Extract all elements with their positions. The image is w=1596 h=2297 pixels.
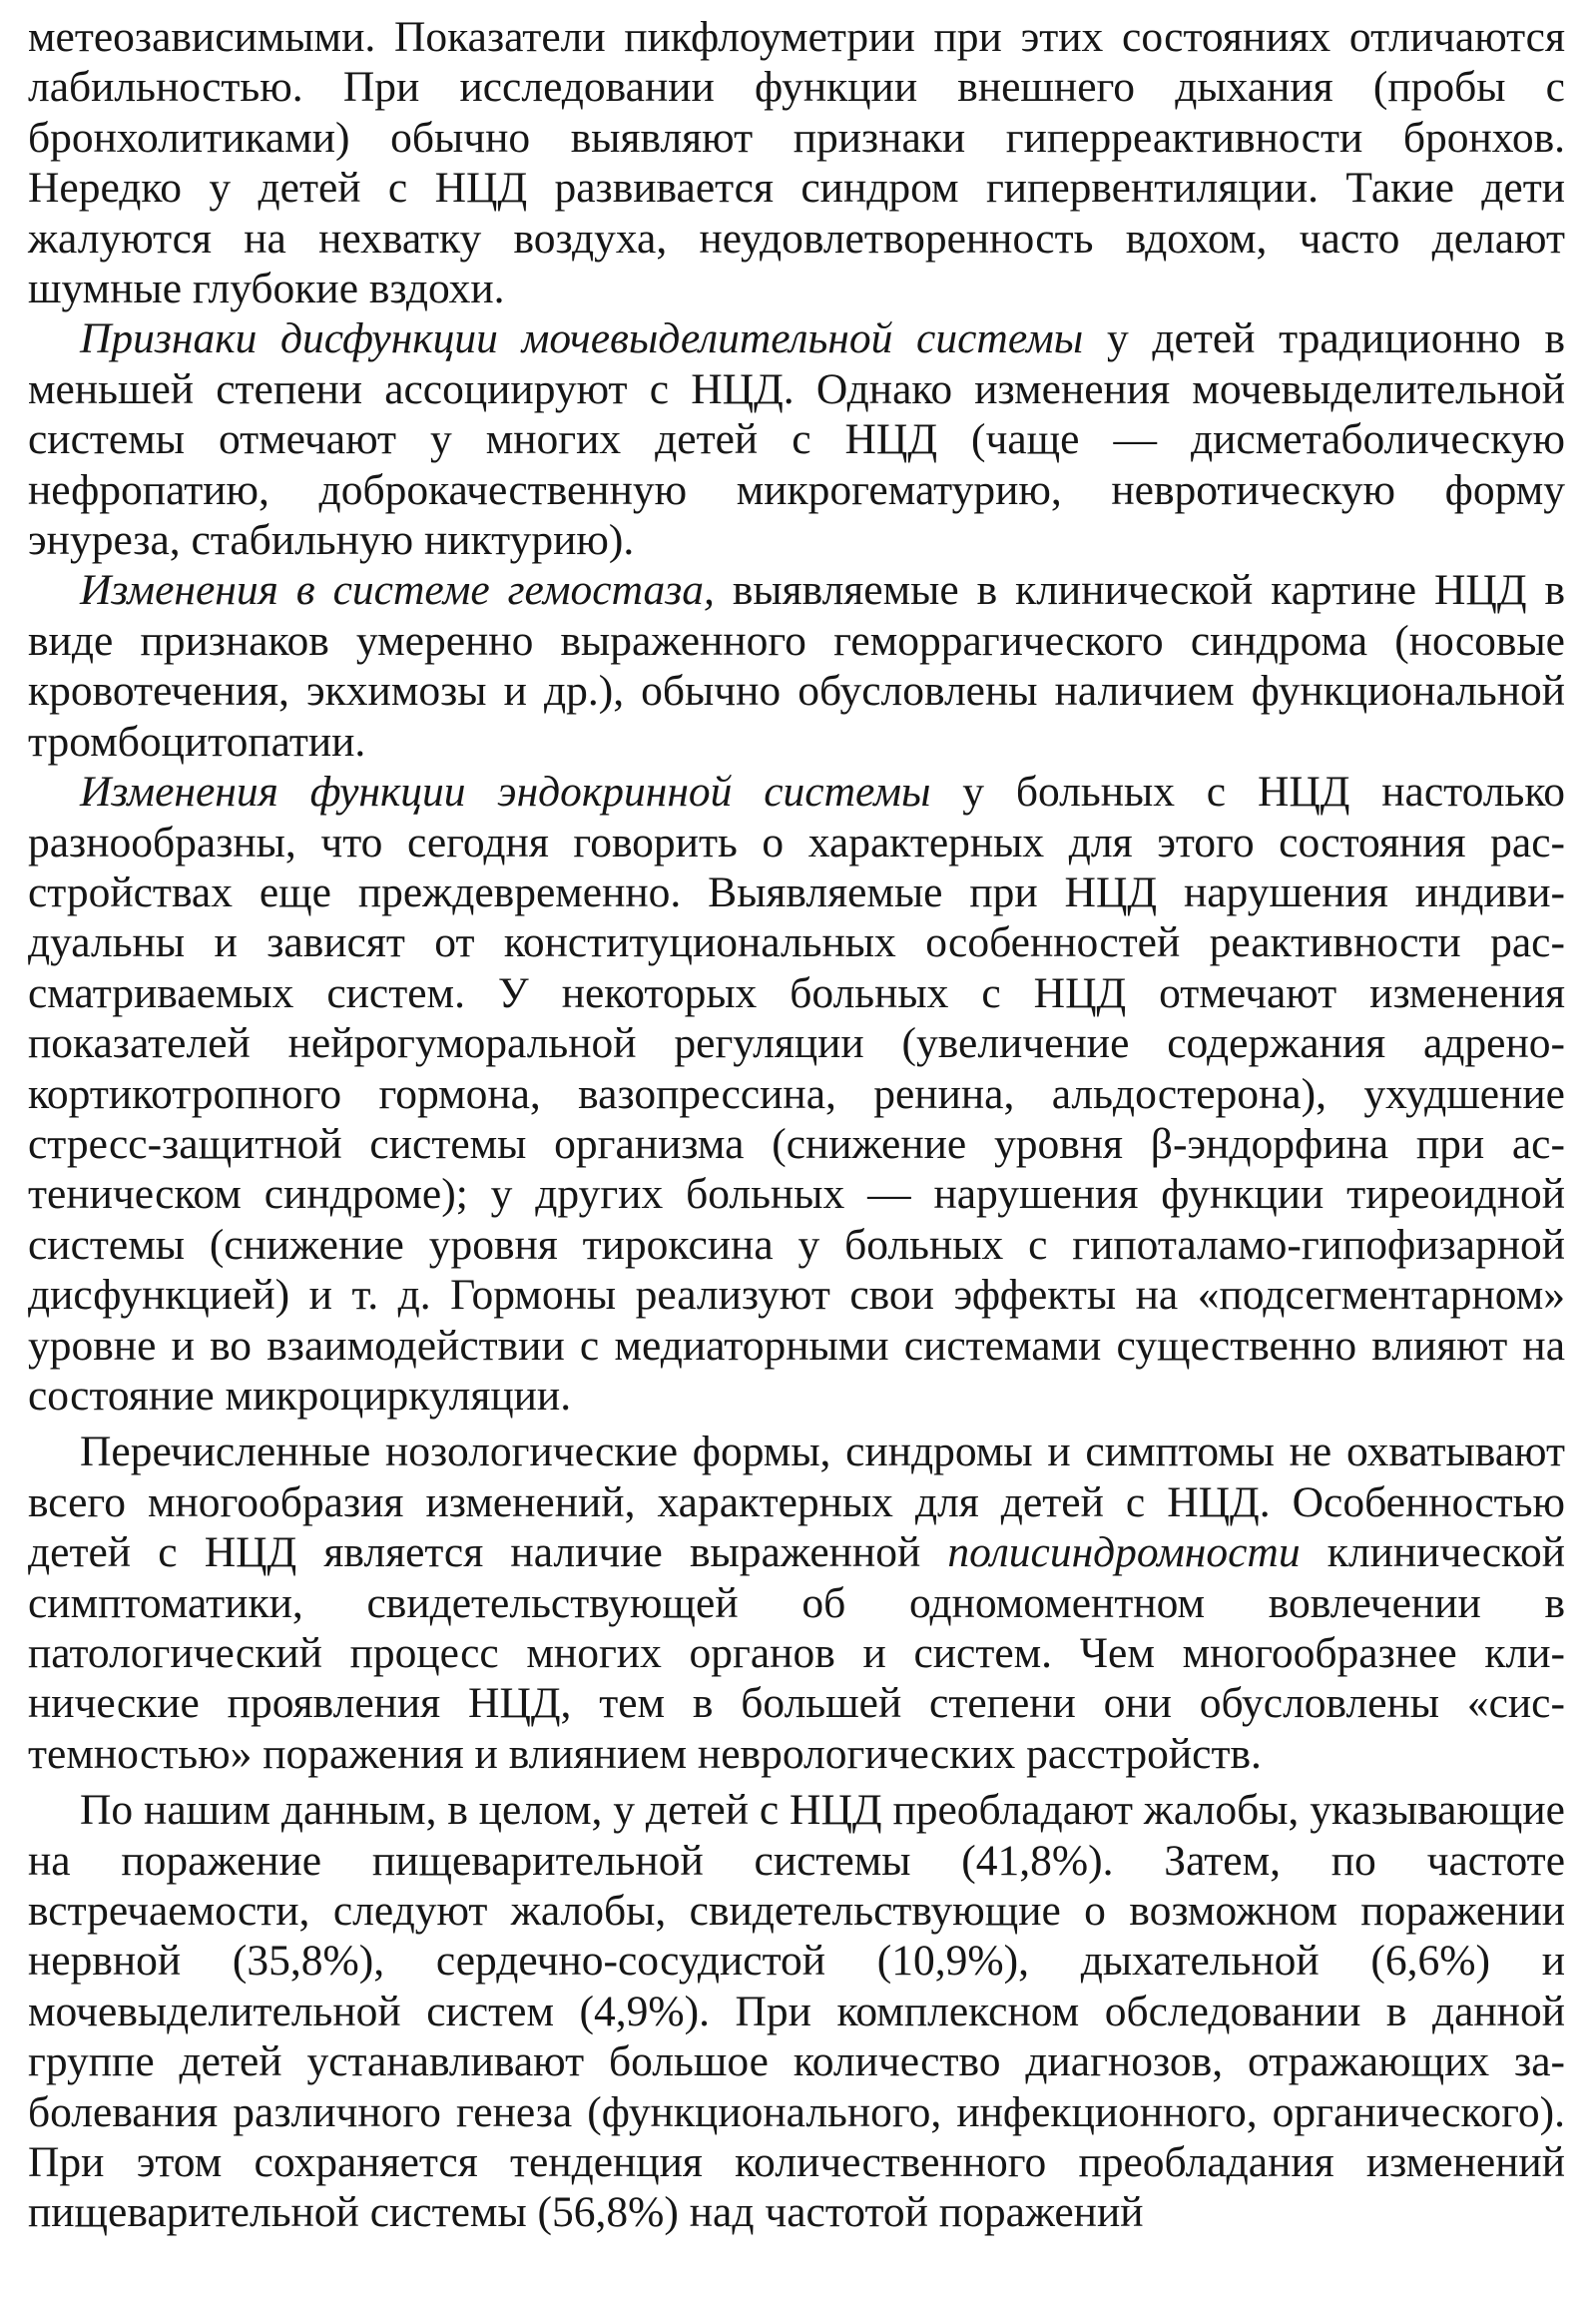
text-run: Перечисленные нозологические формы, синдромы и симптомы не охватывают всего многообразия изменений, характерных для детей с НЦД. Особенностью детей с НЦД является наличие выраженной (28, 1428, 1565, 1577)
text-run: у детей традиционно в меньшей степени ассоциируют с НЦД. Однако изменения мочевыделительной системы отмечают у многих детей с НЦД (чаще — дисметаболическую нефропатию, доброкачественную микрогематурию, невротическую форму энуреза, стабильную никтурию). (28, 314, 1565, 565)
paragraph-urinary (28, 313, 1565, 565)
paragraph-endocrine (28, 767, 1565, 1421)
emphasis-run: полисиндромности (947, 1528, 1301, 1577)
emphasis-run: Изменения функции эндокринной системы (80, 768, 931, 817)
paragraph-breathing (28, 12, 1565, 313)
text-run: метеозависимыми. Показатели пикфлоуметрии при этих состояниях отличаются лабильностью. При исследовании функции внешнего дыхания (пробы с бронхолитиками) обычно выявляют признаки гиперреактивности бронхов. Нередко у детей с НЦД развивается синдром гипервентиляции. Такие дети жалуются на нехватку воздуха, неудовлетворенность вдохом, часто делают шумные глубокие вздохи. (28, 13, 1565, 313)
text-run: у больных с НЦД настолько разнообразны, что сегодня говорить о характерных для этого состояния расстройствах еще преждевременно. Выявляемые при НЦД нарушения индивидуальны и зависят от конституциональных особенностей реактивности рассматриваемых систем. У некоторых больных с НЦД отмечают изменения показателей нейрогуморальной регуляции (увеличение содержания адренокортикотропного гормона, вазопрессина, ренина, альдостерона), ухудшение стресс-защитной системы организма (снижение уровня β-эндорфина при астеническом синдроме); у других больных — нарушения функции тиреоидной системы (снижение уровня тироксина у больных с гипоталамо-гипофизарной дисфункцией) и т. д. Гормоны реализуют свои эффекты на «подсегментарном» уровне и во взаимодействии с медиаторными системами существенно влияют на состояние микроциркуляции. (28, 768, 1565, 1420)
paragraph-statistics (28, 1785, 1565, 2238)
document-page (28, 12, 1565, 2238)
emphasis-run: Признаки дисфункции мочевыделительной системы (80, 314, 1084, 363)
emphasis-run: Изменения в системе гемостаза, (80, 566, 715, 615)
text-run: По нашим данным, в целом, у детей с НЦД преобладают жалобы, указывающие на поражение пищеварительной системы (41,8%). Затем, по частоте встречаемости, следуют жалобы, свидетельствующие о возможном поражении нервной (35,8%), сердечно-сосудистой (10,9%), дыхательной (6,6%) и мочевыделительной систем (4,9%). При комплексном обследовании в данной группе детей устанавливают большое количество диагнозов, отражающих заболевания различного генеза (функционального, инфекционного, органического). При этом сохраняется тенденция количественного преобладания изменений пищеварительной системы (56,8%) над частотой поражений (28, 1786, 1565, 2237)
text-run: выявляемые в клинической картине НЦД в виде признаков умеренно выраженного геморрагического синдрома (носовые кровотечения, экхимозы и др.), обычно обусловлены наличием функциональной тромбоцитопатии. (28, 566, 1565, 766)
paragraph-polysyndromic (28, 1427, 1565, 1779)
text-run: клинической симптоматики, свидетельствующей об одномоментном вовлечении в патологический процесс многих органов и систем. Чем многообразнее клинические проявления НЦД, тем в большей степени они обусловлены «системностью» поражения и влиянием неврологических расстройств. (28, 1528, 1565, 1778)
paragraph-hemostasis (28, 565, 1565, 767)
